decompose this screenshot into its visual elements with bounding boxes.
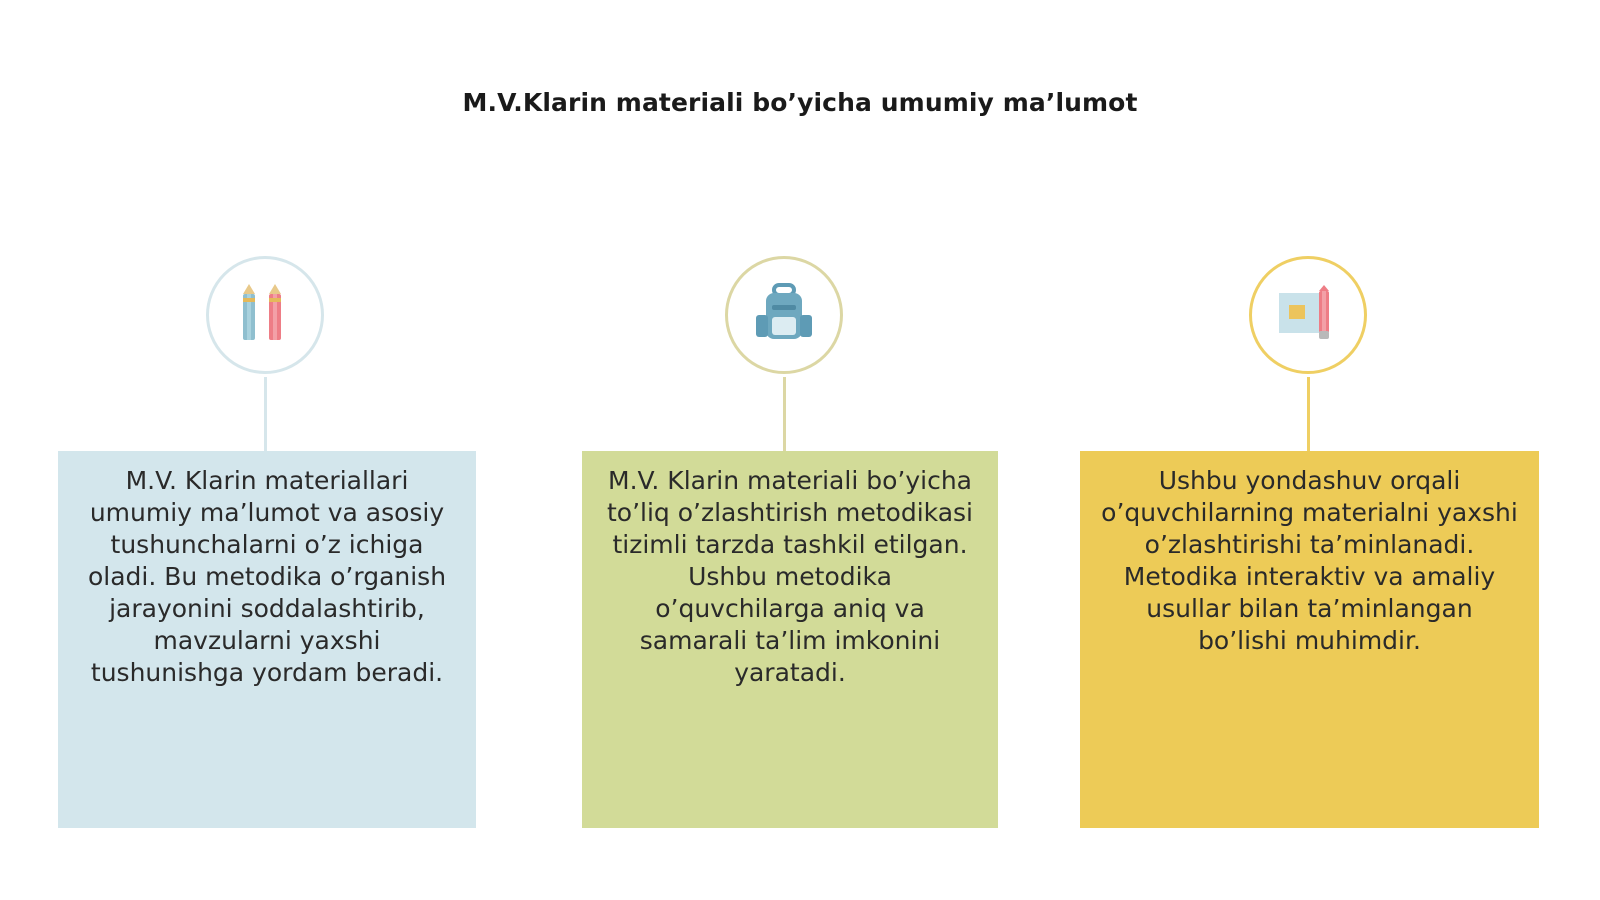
drawing-pencil-icon [1277,285,1339,345]
connector-2 [783,377,786,451]
card-1-text: M.V. Klarin materiallari umumiy ma’lumot va asosiy tushunchalarni o’z ichiga oladi. Bu metodika o’rganish jarayonini soddalashtirib, mavzularni yaxshi tushunishga yordam beradi. [87,466,447,687]
slide-title: M.V.Klarin materiali bo’yicha umumiy ma’lumot [462,88,1138,117]
card-3 [1080,451,1539,828]
icon-circle-3 [1249,256,1367,374]
connector-1 [264,377,267,451]
card-2-text: M.V. Klarin materiali bo’yicha to’liq o’zlashtirish metodikasi tizimli tarzda tashkil etilgan. Ushbu metodika o’quvchilarga aniq va samarali ta’lim imkonini yaratadi. [606,466,973,687]
card-1 [58,451,476,828]
backpack-icon [754,283,814,347]
icon-circle-2 [725,256,843,374]
connector-3 [1307,377,1310,451]
icon-circle-1 [206,256,324,374]
card-3-text: Ushbu yondashuv orqali o’quvchilarning materialni yaxshi o’zlashtirishi ta’minlanadi. Metodika interaktiv va amaliy usullar bilan ta’minlangan bo’lishi muhimdir. [1101,466,1518,655]
pencils-icon [237,282,293,348]
card-2 [582,451,998,828]
